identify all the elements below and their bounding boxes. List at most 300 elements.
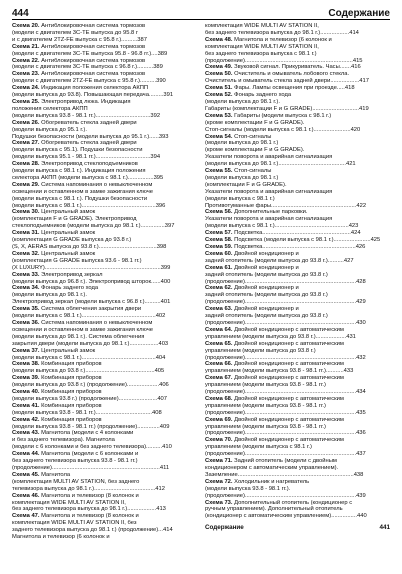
entry-line [12,189,197,196]
footer-label: Содержание [205,524,244,532]
contents-entry [12,85,197,99]
scheme-number: Схема 51. [205,85,233,92]
entry-line [205,493,390,500]
entry-line [205,472,390,479]
entry-text: (модели выпуска до 93.8 г.) (продолжение)....................406 [12,382,169,389]
entry-text: Холодильник и нагреватель [234,478,310,485]
entry-line [205,251,390,258]
entry-text: Антиблокировочная система тормозов [41,43,146,50]
entry-text: (модели выпуска до 95.1 г.). [12,126,87,133]
entry-line [12,30,197,37]
entry-line [205,216,390,223]
scheme-number: Схема 64. [205,326,233,333]
contents-entry [205,375,390,396]
contents-entry [205,396,390,417]
entry-text: стеклоподъемников (модели выпуска до 98.1 г.)...............397 [12,223,175,230]
entry-text: (модели выпуска до 98.1 г.) [205,140,279,147]
entry-line [12,51,197,58]
entry-line [205,223,390,230]
entry-line [12,78,197,85]
entry-line [205,196,390,203]
contents-entry [12,375,197,389]
contents-entry [12,99,197,120]
entry-line [205,99,390,106]
entry-text: Электропривод стеклоподъемников [41,161,138,168]
entry-line [205,506,390,513]
entry-line [205,486,390,493]
scheme-number: Схема 29. [12,181,40,188]
entry-text: Двойной кондиционер с автоматическим [234,437,344,444]
entry-line [12,244,197,251]
entry-text: без заднего телевизора выпуска 93.8 - 98.1 гг.) [12,458,138,465]
entry-text: Дополнительные парковки. [234,209,308,216]
entry-line [205,154,390,161]
entry-line [12,506,197,513]
entry-text: Противотуманные фары.....................................................422 [205,202,367,209]
scheme-number: Схема 61. [205,264,233,271]
contents-entry [205,113,390,134]
scheme-number: Схема 44. [12,451,40,458]
entry-line [12,486,197,493]
contents-entry [12,348,197,362]
entry-text: Двойной кондиционер с автоматическим [234,416,344,423]
entry-text: (продолжение).....................................................................430 [205,319,366,326]
entry-text: (модели выпуска 95.1 - 98.1 гг.)..................................394 [12,154,161,161]
entry-line [12,375,197,382]
entry-text: Заземление........................................................................438 [205,471,364,478]
entry-line [205,203,390,210]
entry-text: без заднего телевизора выпуска с 98.1 г.) [205,50,317,57]
entry-text: (кроме комплектации F и G GRADE). [205,119,305,126]
scheme-number: Схема 32. [12,250,40,257]
entry-line [205,175,390,182]
entry-text: ручным управлением). Дополнительный отопитель [205,506,343,513]
entry-text: (модели выпуска до 98.1 г.). Система облегчения [12,333,145,340]
entry-line [12,527,197,534]
scheme-number: Схема 66. [205,361,233,368]
scheme-number: Схема 52. [205,92,233,99]
scheme-number: Схема 57. [205,230,233,237]
entry-line [12,127,197,134]
entry-line [12,258,197,265]
entry-line [205,230,390,237]
scheme-number: Схема 38. [12,361,40,368]
left-column [12,23,197,541]
entry-text: (модели с двигателем 3C-TE выпуска до 95.8 г [12,29,138,36]
entry-line [205,30,390,37]
entry-text: Магнитола (модели с 4 колонками [41,430,134,437]
entry-line [12,251,197,258]
entry-line [12,500,197,507]
entry-line [12,396,197,403]
page-number: 444 [12,8,29,19]
scheme-number: Схема 42. [12,416,40,423]
entry-text: без заднего телевизора выпуска до 98.1 г.)..................414 [205,29,359,36]
scheme-number: Схема 69. [205,416,233,423]
entry-text: (кондиционер с автоматическим управлением)................440 [205,513,367,520]
entry-text: управлением (модели выпуска 93.8 - 98.1 гг.) [205,423,326,430]
entry-line [12,361,197,368]
scheme-number: Схема 41. [12,402,40,409]
entry-text: (модели выпуска с 98.1 г.)..............................................423 [205,223,359,230]
entry-line [205,127,390,134]
entry-text: Магнитола и телевизор (8 колонок и [41,513,139,520]
entry-text: Комбинация приборов [41,361,102,368]
scheme-number: Схема 21. [12,43,40,50]
entry-text: управлением (модели выпуска 93.8 - 98.1 гг.)...........433 [205,368,354,375]
entry-line [12,410,197,417]
entry-text: Магнитола [41,471,71,478]
entry-line [205,258,390,265]
entry-line [12,85,197,92]
entry-text: Электропривод люка. Индикация [41,98,131,105]
contents-entry [205,500,390,521]
entry-line [205,140,390,147]
entry-line [205,44,390,51]
entry-text: задний отопитель (модели выпуска до 93.8 г.) [205,313,328,320]
entry-line [205,451,390,458]
entry-text: Подушки безопасности (модели выпуска до 95.1 г.)......393 [12,133,169,140]
contents-entry [12,71,197,85]
entry-line [12,327,197,334]
entry-line [12,209,197,216]
entry-text: Электропривод зеркал [41,271,103,278]
entry-text: (продолжение).....................................................................435 [205,409,366,416]
contents-entry [205,251,390,265]
entry-line [205,147,390,154]
scheme-number: Схема 56. [205,209,233,216]
entry-line [12,265,197,272]
scheme-number: Схема 26. [12,119,40,126]
entry-line [12,64,197,71]
contents-entry [12,209,197,230]
entry-line [12,313,197,320]
entry-line [12,299,197,306]
entry-line [205,306,390,313]
entry-text: комплектация WIDE MULTI AV STATION II, [205,23,319,29]
entry-line [205,106,390,113]
entry-line [205,348,390,355]
entry-line [205,237,390,244]
entry-line [12,472,197,479]
entry-line [12,534,197,541]
entry-line [205,375,390,382]
entry-line [12,424,197,431]
entry-text: Указатели поворота и аварийная сигнализация [205,216,333,223]
scheme-number: Схема 47. [12,513,40,520]
entry-line [12,175,197,182]
entry-text: (модели выпуска до 98.1 г.). [205,98,280,105]
entry-text: Комбинация приборов [41,389,102,396]
entry-text: (S, X, AERAS выпуска до 93.8 г.)....................................398 [12,244,167,250]
contents-entry [12,389,197,403]
scheme-number: Схема 50. [205,71,233,78]
entry-text: Фары. Лампы освещения при проезде.....418 [234,85,355,92]
entry-text: Антиблокировочная система тормозов [41,23,146,29]
entry-text: (модели выпуска с 98.1 г.). Подушки безопасности [12,195,148,202]
entry-line [12,520,197,527]
entry-text: (модели выпуска с 98.1 г.) [205,195,275,202]
entry-line [205,161,390,168]
entry-line [205,382,390,389]
entry-text: Двойной кондиционер с автоматическим [234,395,344,402]
entry-text: Антиблокировочная система тормозов [41,71,146,78]
entry-line [205,444,390,451]
entry-text: Электропривод зеркал (модели выпуска с 96.8 г.)..........401 [12,299,171,306]
entry-line [205,500,390,507]
entry-text: комплектация WIDE MULTI AV STATION II, без [12,520,137,527]
entry-line [205,403,390,410]
scheme-number: Схема 25. [12,98,40,105]
entry-line [12,161,197,168]
contents-entry [12,451,197,472]
contents-entry [205,37,390,65]
entry-line [205,424,390,431]
scheme-number: Схема 40. [12,389,40,396]
entry-text: положения селектора АКПП [12,105,88,112]
entry-text: (продолжение).....................................................................439 [205,492,366,499]
entry-line [205,189,390,196]
entry-line [205,120,390,127]
entry-line [12,285,197,292]
entry-text: управлением (модели выпуска 93.8 - 98.1 гг.) [205,402,326,409]
contents-entry [12,534,197,541]
entry-line [12,368,197,375]
contents-page [0,4,402,574]
contents-entry [12,120,197,141]
contents-entry [205,237,390,244]
entry-line [12,272,197,279]
entry-text: (модели выпуска до 98.1 г.)..........................................421 [205,161,356,168]
entry-text: (модели выпуска 93.8 - 98.1 гг.)..................................392 [12,112,161,119]
entry-line [205,58,390,65]
contents-entry [205,85,390,92]
contents-entry [205,244,390,251]
entry-text: Двойной кондиционер и [234,264,299,271]
entry-text: Габариты (модели выпуска с 98.1 г.) [234,112,332,119]
entry-text: заднего телевизора выпуска до 98.1 г.) (продолжение)...414 [12,527,173,534]
entry-text: селектора АКПП (модели выпуска с 98.1 г.)................395 [12,174,164,181]
entry-line [205,417,390,424]
entry-line [205,368,390,375]
contents-entry [12,472,197,493]
entry-text: (комплектация F и G GRADE). Электропривод [12,216,137,223]
entry-line [12,403,197,410]
entry-text: Центральный замок [41,230,96,237]
entry-line [12,320,197,327]
page-title: Содержание [328,8,390,19]
scheme-number: Схема 45. [12,471,40,478]
entry-text: закрытия двери (модели выпуска до 98.1 г.)..................403 [12,340,169,347]
entry-line [205,320,390,327]
entry-line [205,182,390,189]
entry-text: Указатели поворота и аварийная сигнализация [205,154,333,161]
entry-text: комплектация WIDE MULTI AV STATION II, [205,43,319,50]
scheme-number: Схема 36. [12,319,40,326]
entry-line [12,292,197,299]
entry-text: (модели выпуска до 96.8 г.). Электропривод шторок......400 [12,278,171,285]
contents-entry [12,513,197,534]
entry-text: Центральный замок [41,209,96,216]
entry-text: Система напоминания о невыключенном [41,319,153,326]
entry-line [12,230,197,237]
entry-text: Указатели поворота и аварийная сигнализация [205,188,333,195]
entry-text: Двойной кондиционер и [234,285,299,292]
scheme-number: Схема 43. [12,430,40,437]
entry-text: (модели с 6 колонками и без заднего телевизора)..........410 [12,444,172,451]
entry-line [12,113,197,120]
contents-entry [12,493,197,514]
entry-line [12,279,197,286]
entry-text: (модели выпуска 93.8 - 98.1 гг.) (продолжение)..............409 [12,423,170,430]
entry-line [12,71,197,78]
entry-text: (модели выпуска до 98.1 г.) [205,174,279,181]
entry-line [12,196,197,203]
entry-text: (продолжение).....................................................................436 [205,430,366,437]
entry-text: без заднего телевизора выпуска до 98.1 г.)..................413 [12,506,166,513]
entry-text: задний отопитель (модели выпуска до 93.8 г.)..........427 [205,257,354,264]
entry-line [12,92,197,99]
entry-text: Обогреватель стекла задней двери [41,119,137,126]
scheme-number: Схема 55. [205,168,233,175]
entry-line [205,410,390,417]
contents-entry [205,361,390,375]
scheme-number: Схема 49. [205,64,233,71]
contents-entry [12,361,197,375]
scheme-number: Схема 48. [205,36,233,43]
entry-line [205,355,390,362]
entry-text: Комбинация приборов [41,416,102,423]
entry-line [12,216,197,223]
scheme-number: Схема 54. [205,133,233,140]
contents-entry [12,272,197,286]
contents-entry [12,251,197,272]
entry-line [205,334,390,341]
entry-line [205,168,390,175]
scheme-number: Схема 67. [205,375,233,382]
scheme-number: Схема 63. [205,306,233,313]
entry-line [12,306,197,313]
entry-line [12,237,197,244]
entry-line [205,272,390,279]
contents-entry [205,437,390,458]
contents-entry [12,306,197,320]
right-column [205,23,390,541]
entry-text: Двойной кондиционер и [234,250,299,257]
entry-line [205,64,390,71]
entry-text: Подсветка..........................................................426 [234,244,366,250]
entry-line [205,292,390,299]
entry-line [12,458,197,465]
entry-text: Стоп-сигналы (модели выпуска с 98.1 г.).......................420 [205,126,361,133]
entry-line [205,299,390,306]
entry-line [12,58,197,65]
entry-text: (модели выпуска с 98.1 г.)..............................................404 [12,354,166,361]
scheme-number: Схема 27. [12,140,40,147]
entry-line [205,513,390,520]
entry-line [205,51,390,58]
entry-text: (модели выпуска 93.8 - 98.1 гг.). [205,485,291,492]
entry-text: Комбинация приборов [41,402,102,409]
entry-line [205,265,390,272]
scheme-number: Схема 20. [12,23,40,29]
entry-line [205,78,390,85]
entry-line [12,430,197,437]
scheme-number: Схема 73. [205,499,233,506]
entry-text: (продолжение)...................................................................415 [205,57,363,64]
entry-text: Фонарь заднего хода [234,92,292,99]
entry-text: Дополнительный отопитель (кондиционер с [234,499,353,506]
entry-text: Двойной кондиционер с автоматическим [234,361,344,368]
contents-entry [205,209,390,230]
entry-line [12,203,197,210]
scheme-number: Схема 65. [205,340,233,347]
contents-entry [205,479,390,500]
entry-text: (модели с двигателем 3C-TE выпуска с 96.8 г.)..........389 [12,64,163,71]
entry-text: управлением (модели выпуска с 98.1 г.) [205,444,312,451]
entry-text: Звуковой сигнал. Прикуриватель. Часы.......416 [234,64,361,71]
contents-entry [12,182,197,210]
entry-line [12,44,197,51]
contents-entry [205,458,390,479]
entry-line [205,458,390,465]
contents-entry [12,403,197,417]
entry-line [205,244,390,251]
entry-line [12,23,197,30]
entry-text: задний отопитель (модели выпуска до 93.8 г.) [205,271,328,278]
entry-line [12,348,197,355]
entry-line [12,451,197,458]
entry-text: Магнитола (модели с 6 колонками и [41,451,139,458]
entry-text: Двойной кондиционер с автоматическим [234,375,344,382]
contents-columns [12,23,390,541]
contents-entry [205,417,390,438]
entry-text: (продолжение).....................................................................434 [205,389,366,396]
entry-line [12,120,197,127]
entry-text: (модели выпуска до 93.8 г.)...........................................405 [12,368,165,375]
scheme-number: Схема 24. [12,85,40,92]
entry-line [12,355,197,362]
entry-text: Система напоминания о невыключенном [41,181,153,188]
scheme-number: Схема 70. [205,437,233,444]
entry-line [12,341,197,348]
scheme-number: Схема 72. [205,478,233,485]
entry-text: и без заднего телевизора). Магнитола [12,437,115,444]
entry-text: (комплектация G GRADE выпуска 93.6 - 98.1 гг.) [12,257,142,264]
scheme-number: Схема 68. [205,395,233,402]
contents-entry [12,23,197,44]
entry-text: (X LUXURY)........................................................................399 [12,264,171,271]
entry-text: освещении и оставленном в замке зажигания ключе [12,188,153,195]
entry-line [205,341,390,348]
contents-entry [205,23,390,37]
entry-text: Центральный замок [41,250,96,257]
entry-line [12,437,197,444]
entry-text: (модели выпуска с 98.1 г.)..............................................396 [12,202,166,209]
contents-entry [12,140,197,161]
entry-text: (продолжение).....................................................................432 [205,354,366,361]
entry-line [205,37,390,44]
entry-line [205,209,390,216]
entry-line [12,444,197,451]
entry-text: Магнитола и телевизор (6 колонок и [234,36,332,43]
entry-text: и с двигателем 2TZ-FE выпуска с 95.8 г.)..........387 [12,36,147,43]
entry-text: Двойной кондиционер и [234,306,299,313]
entry-line [12,389,197,396]
scheme-number: Схема 71. [205,458,233,465]
scheme-number: Схема 35. [12,306,40,313]
contents-footer [205,524,390,531]
